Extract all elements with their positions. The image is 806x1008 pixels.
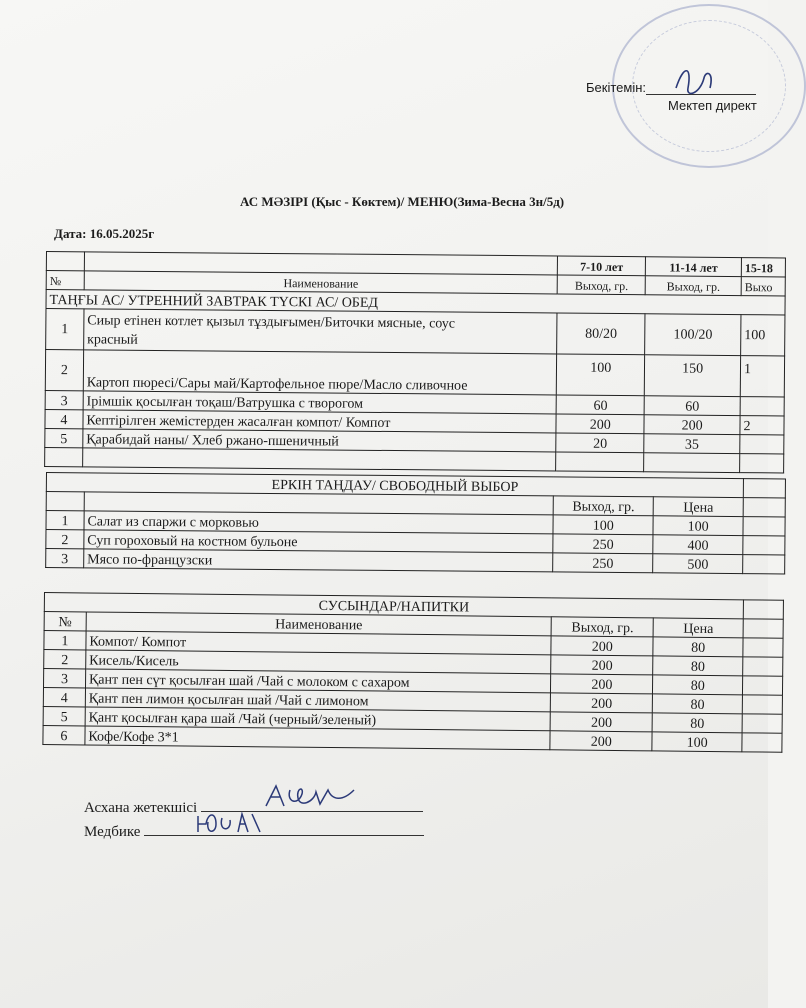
nurse-label: Медбике bbox=[84, 824, 141, 840]
col-output-1: Выход, гр. bbox=[558, 275, 646, 295]
director-signature bbox=[670, 58, 730, 102]
dish-name-cont: красный bbox=[87, 332, 138, 348]
table-row: 5 Қант қосылған қара шай /Чай (черный/зеленый) 200 80 bbox=[43, 706, 782, 733]
page-title: АС МӘЗІРІ (Қыс - Көктем)/ МЕНЮ(Зима-Весна 3н/5д) bbox=[240, 194, 565, 209]
table-row: 2 Кисель/Кисель 200 80 bbox=[44, 650, 783, 677]
dish-name: Қарабидай наны/ Хлеб ржано-пшеничный bbox=[83, 429, 557, 452]
col-no: № bbox=[46, 271, 84, 290]
nurse-signature bbox=[194, 808, 264, 838]
col-output: Выход, гр. bbox=[553, 496, 653, 516]
table-row: 4 Қант пен лимон қосылған шай /Чай с лимоном 200 80 bbox=[43, 688, 782, 715]
dish-name: Мясо по-французски bbox=[84, 549, 554, 572]
drink-name: Кисель/Кисель bbox=[86, 650, 552, 674]
drinks-table bbox=[42, 592, 784, 753]
table-row: 3 Мясо по-французски 250 500 bbox=[46, 549, 785, 574]
table-row: 2 Картоп пюресі/Сары май/Картофельное пюре/Масло сливочное 100 150 1 bbox=[45, 350, 784, 397]
col-price: Цена bbox=[653, 618, 743, 638]
drink-name: Қант пен сүт қосылған шай /Чай с молоком с сахаром bbox=[85, 669, 551, 693]
free-choice-table bbox=[45, 472, 786, 574]
dish-name: Сиыр етінен котлет қызыл тұздығымен/Биточки мясные, соус bbox=[87, 313, 456, 332]
dish-name: Картоп пюресі/Сары май/Картофельное пюре/Масло сливочное bbox=[83, 350, 557, 395]
table-row: 4 Кептірілген жемістерден жасалған компот/ Компот 200 200 2 bbox=[45, 409, 784, 434]
drink-name: Қант пен лимон қосылған шай /Чай с лимоном bbox=[85, 688, 551, 712]
dish-name: Кептірілген жемістерден жасалған компот/ Компот bbox=[83, 410, 557, 433]
col-output-2: Выход, гр. bbox=[645, 276, 741, 296]
free-choice-title: ЕРКІН ТАҢДАУ/ СВОБОДНЫЙ ВЫБОР bbox=[46, 473, 743, 498]
approval-label: Бекітемін: bbox=[586, 80, 646, 95]
dish-name: Салат из спаржи с морковью bbox=[84, 511, 554, 534]
menu-table bbox=[44, 251, 786, 473]
table-row: 1 Сиыр етінен котлет қызыл тұздығымен/Биточки мясные, соус красный 80/20 100/20 100 bbox=[46, 309, 785, 356]
table-row: 6 Кофе/Кофе 3*1 200 100 bbox=[43, 725, 782, 752]
table-row: 1 Компот/ Компот 200 80 bbox=[44, 631, 783, 658]
table-row: 2 Суп гороховый на костном бульоне 250 400 bbox=[46, 530, 785, 555]
col-output: Выход, гр. bbox=[551, 617, 653, 637]
table-row: 1 Салат из спаржи с морковью 100 100 bbox=[46, 511, 785, 536]
age-group-3: 15-18 bbox=[741, 258, 785, 277]
col-name: Наименование bbox=[84, 271, 558, 294]
age-group-2: 11-14 лет bbox=[646, 257, 742, 277]
chef-signature bbox=[262, 780, 372, 816]
menu-date: Дата: 16.05.2025г bbox=[54, 226, 155, 241]
dish-name: Ірімшік қосылған тоқаш/Ватрушка с творогом bbox=[83, 391, 557, 414]
meal-section: ТАҢҒЫ АС/ УТРЕННИЙ ЗАВТРАК ТҮСКІ АС/ ОБЕД bbox=[46, 290, 785, 315]
director-title: Мектеп директ bbox=[668, 98, 757, 113]
drink-name: Компот/ Компот bbox=[86, 631, 552, 655]
dish-name: Суп гороховый на костном бульоне bbox=[84, 530, 554, 553]
drink-name: Кофе/Кофе 3*1 bbox=[85, 726, 551, 750]
chef-label: Асхана жетекшісі bbox=[84, 800, 198, 816]
table-row: 3 Ірімшік қосылған тоқаш/Ватрушка с творогом 60 60 bbox=[45, 390, 784, 415]
drinks-title: СУСЫНДАР/НАПИТКИ bbox=[44, 593, 743, 619]
age-group-1: 7-10 лет bbox=[558, 256, 646, 276]
col-name: Наименование bbox=[86, 612, 552, 636]
col-output-3: Выхо bbox=[741, 277, 785, 296]
table-row: 3 Қант пен сүт қосылған шай /Чай с молоком с сахаром 200 80 bbox=[43, 669, 782, 696]
drink-name: Қант қосылған қара шай /Чай (черный/зеленый) bbox=[85, 707, 551, 731]
table-row: 5 Қарабидай наны/ Хлеб ржано-пшеничный 20 35 bbox=[45, 428, 784, 453]
col-price: Цена bbox=[653, 497, 743, 517]
col-no: № bbox=[44, 612, 86, 631]
